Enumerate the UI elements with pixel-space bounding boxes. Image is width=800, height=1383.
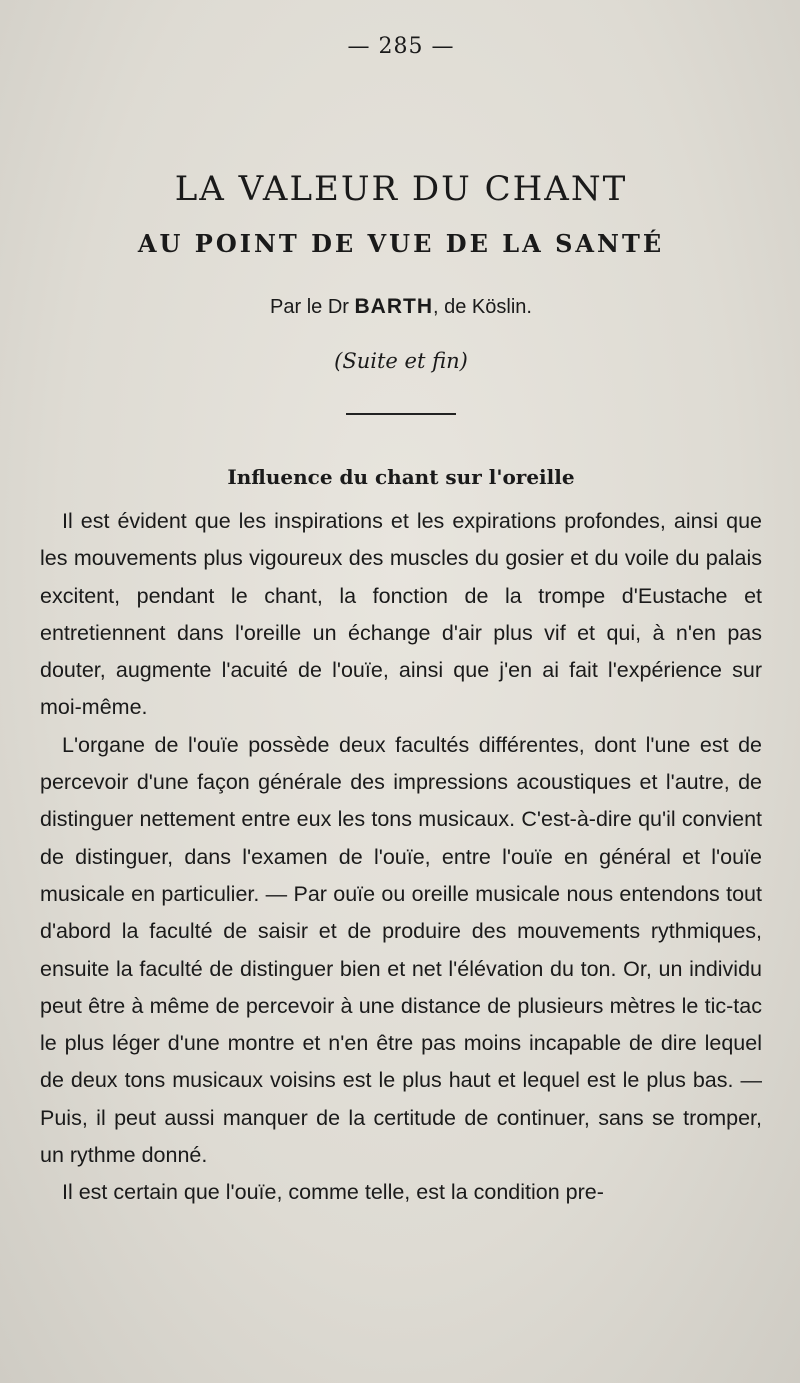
continued-note: (Suite et fin) (334, 349, 468, 373)
byline-suffix: , de Köslin. (433, 296, 532, 318)
paragraph: Il est certain que l'ouïe, comme telle, est la condition pre- (62, 1180, 604, 1205)
article-subtitle: AU POINT DE VUE DE LA SANTÉ (137, 229, 665, 258)
byline-prefix: Par le Dr (270, 296, 355, 318)
article-title: LA VALEUR DU CHANT (174, 169, 628, 209)
byline (40, 293, 762, 321)
body-text (40, 503, 762, 1212)
section-heading: Influence du chant sur l'oreille (227, 465, 575, 489)
author-name: BARTH (354, 295, 433, 318)
paragraph: L'organe de l'ouïe possède deux facultés différentes, dont l'une est de percevoir d'une façon générale des impressions acoustiques et l'autre, de distinguer nettement entre eux les tons musicaux. C'est-à-dire qu'il convient de distinguer, dans l'examen de l'ouïe, entre l'ouïe en général et l'ouïe musicale en particulier. — Par ouïe ou oreille musicale nous entendons tout d'abord la faculté de saisir et de produire des mouvements rythmiques, ensuite la faculté de distinguer bien et net l'élévation du ton. Or, un individu peut être à même de percevoir à une distance de plusieurs mètres le tic-tac le plus léger d'une montre et n'en être pas moins incapable de dire lequel de deux tons musicaux voisins est le plus haut et lequel est le plus bas. — Puis, il peut aussi manquer de la certitude de continuer, sans se tromper, un rythme donné. (40, 732, 762, 1168)
page-number: — 285 — (347, 34, 455, 59)
paragraph: Il est évident que les inspirations et les expirations profondes, ainsi que les mouvements plus vigoureux des muscles du gosier et du voile du palais excitent, pendant le chant, la fonction de la trompe d'Eustache et entretiennent dans l'oreille un échange d'air plus vif et qui, à n'en pas douter, augmente l'acuité de l'ouïe, ainsi que j'en ai fait l'expérience sur moi-même. (40, 509, 762, 720)
divider-rule (346, 413, 456, 415)
